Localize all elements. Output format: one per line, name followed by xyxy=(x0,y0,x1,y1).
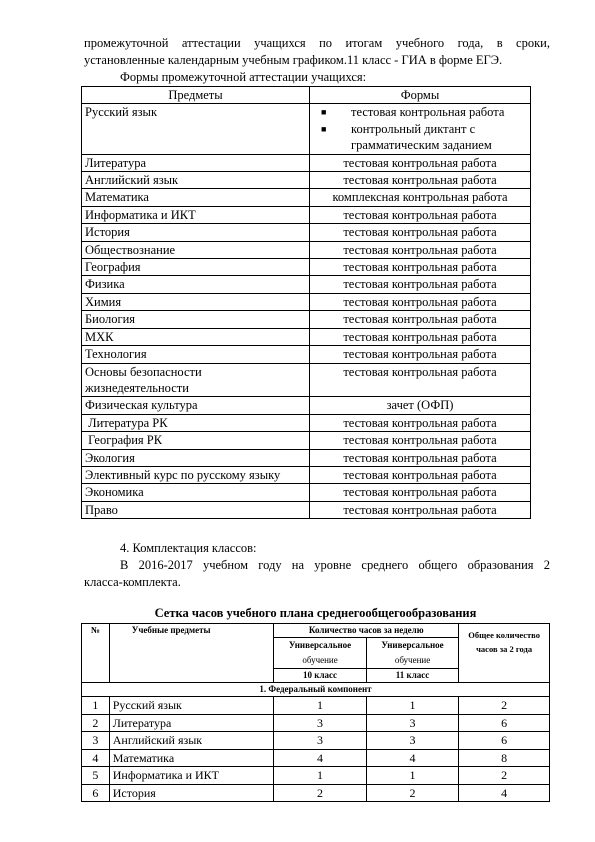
table-row xyxy=(82,241,531,258)
table-header-row xyxy=(82,624,550,638)
grade-11-hours-cell: 2 xyxy=(366,784,458,802)
header-hours-per-week: Количество часов за неделю xyxy=(274,624,459,638)
table-row xyxy=(82,767,550,785)
subject-cell: География РК xyxy=(82,432,310,449)
subject-cell: Математика xyxy=(82,189,310,206)
table-row xyxy=(82,449,531,466)
subject-cell: Информатика и ИКТ xyxy=(82,206,310,223)
table-row xyxy=(82,466,531,483)
subject-cell: Физика xyxy=(82,276,310,293)
subject-cell: Информатика и ИКТ xyxy=(109,767,274,785)
form-cell: тестовая контрольная работа xyxy=(310,432,531,449)
grade-10-hours-cell: 3 xyxy=(274,732,366,750)
form-cell: тестовая контрольная работа xyxy=(310,241,531,258)
subject-cell: Литература xyxy=(109,714,274,732)
table-row xyxy=(82,311,531,328)
hours-table-title: Сетка часов учебного плана среднегообщегообразования xyxy=(154,606,477,620)
table-row xyxy=(82,397,531,414)
total-hours-cell: 4 xyxy=(459,784,550,802)
header-total: Общее количество часов за 2 года xyxy=(459,624,550,683)
grade-10-hours-cell: 1 xyxy=(274,697,366,715)
list-item xyxy=(313,121,527,154)
form-cell: тестовая контрольная работа xyxy=(310,363,531,397)
row-number-cell: 3 xyxy=(82,732,110,750)
square-bullet-icon: ■ xyxy=(321,123,327,134)
grade-11-hours-cell: 1 xyxy=(366,767,458,785)
row-number-cell: 1 xyxy=(82,697,110,715)
subject-cell: Основы безопасности жизнедеятельности xyxy=(82,363,310,397)
subject-cell: Английский язык xyxy=(82,172,310,189)
table-row xyxy=(82,276,531,293)
form-cell: тестовая контрольная работа xyxy=(310,293,531,310)
total-hours-cell: 6 xyxy=(459,714,550,732)
form-text: тестовая контрольная работа xyxy=(351,105,505,120)
form-cell: тестовая контрольная работа xyxy=(310,259,531,276)
row-number-cell: 2 xyxy=(82,714,110,732)
subject-cell: Технология xyxy=(82,346,310,363)
form-cell: тестовая контрольная работа xyxy=(310,311,531,328)
table-row xyxy=(82,484,531,501)
grade-11-hours-cell: 4 xyxy=(366,749,458,767)
subject-cell: Биология xyxy=(82,311,310,328)
header-grade-11 xyxy=(366,638,458,669)
section-row xyxy=(82,683,550,697)
table-row xyxy=(82,414,531,431)
table-header-row xyxy=(82,87,531,104)
forms-cell xyxy=(310,104,531,154)
section-federal-component: 1. Федеральный компонент xyxy=(82,683,550,697)
header-grade-11-line-2: обучение xyxy=(394,655,431,665)
subject-cell: Литература РК xyxy=(82,414,310,431)
grade-11-hours-cell: 3 xyxy=(366,714,458,732)
table-row xyxy=(82,501,531,518)
form-cell: тестовая контрольная работа xyxy=(310,501,531,518)
form-text: контрольный диктант с грамматическим заданием xyxy=(351,121,492,153)
table-row xyxy=(82,104,531,154)
grade-11-hours-cell: 3 xyxy=(366,732,458,750)
row-number-cell: 5 xyxy=(82,767,110,785)
header-grade-10 xyxy=(274,638,366,669)
total-hours-cell: 6 xyxy=(459,732,550,750)
intro-line-2: установленные календарным учебным графиком.11 класс - ГИА в форме ЕГЭ. xyxy=(84,53,503,67)
table-row xyxy=(82,154,531,171)
subject-cell: Физическая культура xyxy=(82,397,310,414)
total-hours-cell: 2 xyxy=(459,697,550,715)
subject-cell: История xyxy=(82,224,310,241)
subject-cell: История xyxy=(109,784,274,802)
form-cell: тестовая контрольная работа xyxy=(310,414,531,431)
header-num: № xyxy=(82,624,110,683)
subject-cell: Обществознание xyxy=(82,241,310,258)
table-row xyxy=(82,714,550,732)
table-row xyxy=(82,697,550,715)
form-cell: комплексная контрольная работа xyxy=(310,189,531,206)
table-row xyxy=(82,293,531,310)
square-bullet-icon: ■ xyxy=(321,107,327,118)
form-cell: тестовая контрольная работа xyxy=(310,346,531,363)
header-grade-11-label: 11 класс xyxy=(366,669,458,683)
form-cell: тестовая контрольная работа xyxy=(310,484,531,501)
section-4-text-line-2: класса-комплекта. xyxy=(84,575,181,589)
list-item xyxy=(313,104,527,120)
attestation-forms-table xyxy=(81,86,531,519)
table-row xyxy=(82,328,531,345)
subject-cell: Русский язык xyxy=(109,697,274,715)
table-row xyxy=(82,346,531,363)
subject-cell: МХК xyxy=(82,328,310,345)
table-row xyxy=(82,189,531,206)
header-subjects: Учебные предметы xyxy=(109,624,274,683)
table-header-forms: Формы xyxy=(310,87,531,104)
grade-11-hours-cell: 1 xyxy=(366,697,458,715)
table-row xyxy=(82,259,531,276)
table-row xyxy=(82,363,531,397)
form-cell: зачет (ОФП) xyxy=(310,397,531,414)
grade-10-hours-cell: 3 xyxy=(274,714,366,732)
section-4-heading: 4. Комплектация классов: xyxy=(120,541,257,555)
forms-list xyxy=(313,104,527,153)
total-hours-cell: 8 xyxy=(459,749,550,767)
grade-10-hours-cell: 1 xyxy=(274,767,366,785)
grade-10-hours-cell: 4 xyxy=(274,749,366,767)
subject-cell: Право xyxy=(82,501,310,518)
table-row xyxy=(82,784,550,802)
table-row xyxy=(82,206,531,223)
form-cell: тестовая контрольная работа xyxy=(310,206,531,223)
header-grade-11-line-1: Универсальное xyxy=(381,640,444,650)
form-cell: тестовая контрольная работа xyxy=(310,276,531,293)
form-cell: тестовая контрольная работа xyxy=(310,449,531,466)
table-row xyxy=(82,172,531,189)
row-number-cell: 6 xyxy=(82,784,110,802)
grade-10-hours-cell: 2 xyxy=(274,784,366,802)
form-cell: тестовая контрольная работа xyxy=(310,154,531,171)
table-row xyxy=(82,749,550,767)
form-cell: тестовая контрольная работа xyxy=(310,466,531,483)
subject-cell: Химия xyxy=(82,293,310,310)
section-4-text-line-1: В 2016-2017 учебном году на уровне среднего общего образования 2 xyxy=(120,558,550,572)
row-number-cell: 4 xyxy=(82,749,110,767)
subject-cell: География xyxy=(82,259,310,276)
table-row xyxy=(82,732,550,750)
intro-line-1: промежуточной аттестации учащихся по итогам учебного года, в сроки, xyxy=(84,36,550,50)
subject-cell: Литература xyxy=(82,154,310,171)
subject-cell: Английский язык xyxy=(109,732,274,750)
table-row xyxy=(82,432,531,449)
table-header-subjects: Предметы xyxy=(82,87,310,104)
hours-table xyxy=(81,623,550,802)
intro-line-3: Формы промежуточной аттестации учащихся: xyxy=(120,70,367,84)
subject-cell: Экология xyxy=(82,449,310,466)
table-row xyxy=(82,224,531,241)
subject-cell: Элективный курс по русскому языку xyxy=(82,466,310,483)
header-grade-10-line-2: обучение xyxy=(302,655,338,665)
subject-cell: Математика xyxy=(109,749,274,767)
form-cell: тестовая контрольная работа xyxy=(310,328,531,345)
subject-cell: Русский язык xyxy=(82,104,310,154)
header-grade-10-line-1: Универсальное xyxy=(288,640,352,650)
form-cell: тестовая контрольная работа xyxy=(310,224,531,241)
header-grade-10-label: 10 класс xyxy=(274,669,366,683)
form-cell: тестовая контрольная работа xyxy=(310,172,531,189)
total-hours-cell: 2 xyxy=(459,767,550,785)
subject-cell: Экономика xyxy=(82,484,310,501)
